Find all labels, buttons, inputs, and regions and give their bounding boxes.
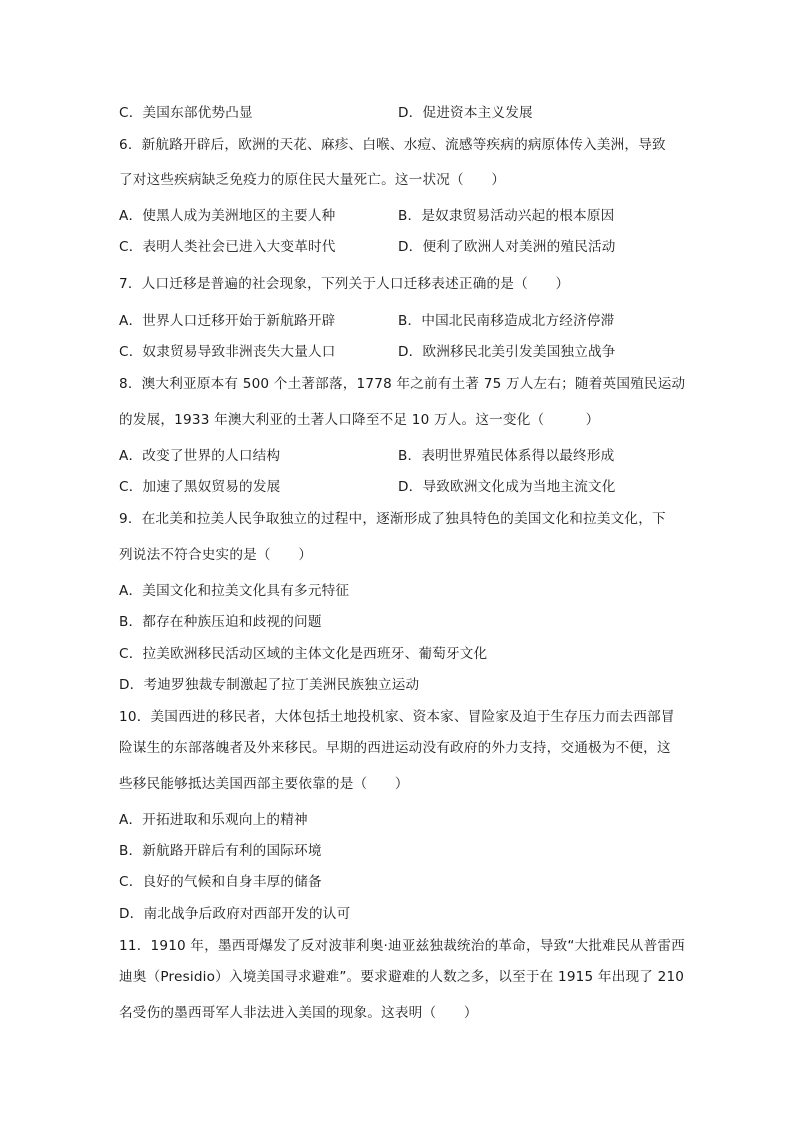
q9-option-c: C．拉美欧洲移民活动区域的主体文化是西班牙、葡萄牙文化 <box>119 646 488 662</box>
q6-stem-line2: 了对这些疾病缺乏免疫力的原住民大量死亡。这一状况（ ） <box>119 172 506 188</box>
q10-stem-line3: 些移民能够抵达美国西部主要依靠的是（ ） <box>119 776 409 792</box>
q11-stem-line3: 名受伤的墨西哥军人非法进入美国的现象。这表明（ ） <box>119 1005 478 1021</box>
q11-stem-line2: 迪奥（Presidio）入境美国寻求避难”。要求避难的人数之多，以至于在 1915 年出现了 210 <box>119 969 685 985</box>
q9-option-d: D．考迪罗独裁专制激起了拉丁美洲民族独立运动 <box>119 677 420 693</box>
q8-option-b: B．表明世界殖民体系得以最终形成 <box>398 448 615 464</box>
q8-stem-line2: 的发展，1933 年澳大利亚的土著人口降至不足 10 万人。这一变化（ ） <box>119 412 600 428</box>
q8-stem-line1: 8．澳大利亚原本有 500 个土著部落，1778 年之前有土著 75 万人左右；随着英国殖民运动 <box>119 376 686 392</box>
q6-option-a: A．使黑人成为美洲地区的主要人种 <box>119 208 336 224</box>
q7-option-b: B．中国北民南移造成北方经济停滞 <box>398 313 615 329</box>
q6-stem-line1: 6．新航路开辟后，欧洲的天花、麻疹、白喉、水痘、流感等疾病的病原体传入美洲，导致 <box>119 137 666 153</box>
q6-option-b: B．是奴隶贸易活动兴起的根本原因 <box>398 208 615 224</box>
q8-option-d: D．导致欧洲文化成为当地主流文化 <box>398 479 616 495</box>
q9-stem-line1: 9．在北美和拉美人民争取独立的过程中，逐渐形成了独具特色的美国文化和拉美文化，下 <box>119 511 666 527</box>
q7-option-a: A．世界人口迁移开始于新航路开辟 <box>119 313 336 329</box>
q8-option-a: A．改变了世界的人口结构 <box>119 448 281 464</box>
q9-stem-line2: 列说法不符合史实的是（ ） <box>119 547 313 563</box>
q8-option-c: C．加速了黑奴贸易的发展 <box>119 479 281 495</box>
q9-option-b: B．都存在种族压迫和歧视的问题 <box>119 614 322 630</box>
q10-stem-line1: 10．美国西进的移民者，大体包括土地投机家、资本家、冒险家及迫于生存压力而去西部冒 <box>119 709 675 725</box>
q5-option-d: D．促进资本主义发展 <box>398 105 533 121</box>
q10-option-a: A．开拓进取和乐观向上的精神 <box>119 812 308 828</box>
q10-option-c: C．良好的气候和自身丰厚的储备 <box>119 874 322 890</box>
q9-option-a: A．美国文化和拉美文化具有多元特征 <box>119 583 350 599</box>
q6-option-d: D．便利了欧洲人对美洲的殖民活动 <box>398 239 616 255</box>
q7-stem-line1: 7．人口迁移是普遍的社会现象，下列关于人口迁移表述正确的是（ ） <box>119 276 570 292</box>
q10-stem-line2: 险谋生的东部落魄者及外来移民。早期的西进运动没有政府的外力支持，交通极为不便，这 <box>119 740 671 756</box>
q6-option-c: C．表明人类社会已进入大变革时代 <box>119 239 336 255</box>
q7-option-d: D．欧洲移民北美引发美国独立战争 <box>398 344 616 360</box>
q11-stem-line1: 11．1910 年，墨西哥爆发了反对波菲利奥·迪亚兹独裁统治的革命，导致“大批难民从普雷西 <box>119 938 685 954</box>
q10-option-d: D．南北战争后政府对西部开发的认可 <box>119 906 351 922</box>
q10-option-b: B．新航路开辟后有利的国际环境 <box>119 843 322 859</box>
q7-option-c: C．奴隶贸易导致非洲丧失大量人口 <box>119 344 336 360</box>
q5-option-c: C．美国东部优势凸显 <box>119 105 253 121</box>
